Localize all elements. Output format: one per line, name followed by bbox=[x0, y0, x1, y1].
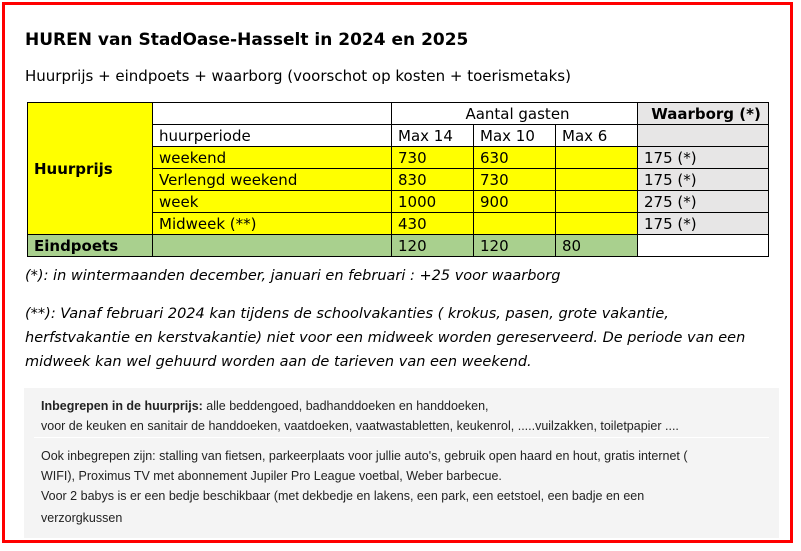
footnote-midweek bbox=[25, 302, 770, 374]
period-cell: Midweek (**) bbox=[153, 213, 392, 235]
footnote-midweek-line: (**): Vanaf februari 2024 kan tijdens de schoolvakanties ( krokus, pasen, grote vakantie, bbox=[25, 306, 669, 322]
included-heading: Inbegrepen in de huurprijs: bbox=[41, 399, 203, 413]
cleaning-deposit-empty bbox=[638, 235, 769, 257]
deposit-cell: 175 (*) bbox=[638, 169, 769, 191]
footnote-deposit: (*): in wintermaanden december, januari en februari : +25 voor waarborg bbox=[25, 268, 561, 284]
period-cell: Verlengd weekend bbox=[153, 169, 392, 191]
header-deposit: Waarborg (*) bbox=[638, 103, 769, 125]
included-line-6: verzorgkussen bbox=[41, 511, 123, 525]
period-cell: week bbox=[153, 191, 392, 213]
price-max10-cell bbox=[474, 213, 556, 235]
included-line-3: Ook inbegrepen zijn: stalling van fietsen, parkeerplaats voor jullie auto's, gebruik open haard en hout, gratis internet ( bbox=[41, 449, 688, 463]
page-subtitle: Huurprijs + eindpoets + waarborg (voorschot op kosten + toerismetaks) bbox=[25, 67, 571, 85]
price-max14-cell: 730 bbox=[392, 147, 474, 169]
cleaning-max14-cell: 120 bbox=[392, 235, 474, 257]
period-cell: weekend bbox=[153, 147, 392, 169]
page-title: HUREN van StadOase-Hasselt in 2024 en 2025 bbox=[25, 30, 469, 50]
footnote-midweek-line: midweek kan wel gehuurd worden aan de tarieven van een weekend. bbox=[25, 354, 532, 370]
cleaning-max6-cell: 80 bbox=[556, 235, 638, 257]
deposit-cell: 175 (*) bbox=[638, 147, 769, 169]
included-line-1 bbox=[41, 396, 489, 416]
price-max6-cell bbox=[556, 147, 638, 169]
row-group-label: Huurprijs bbox=[28, 103, 153, 235]
deposit-cell: 275 (*) bbox=[638, 191, 769, 213]
rates-table bbox=[27, 102, 769, 257]
footnote-midweek-line: herfstvakantie en kerstvakantie) niet voor een midweek worden gereserveerd. De periode van een bbox=[25, 330, 746, 346]
price-max6-cell bbox=[556, 191, 638, 213]
header-deposit-empty bbox=[638, 125, 769, 147]
cleaning-empty bbox=[153, 235, 392, 257]
price-max6-cell bbox=[556, 169, 638, 191]
included-line-4: WIFI), Proximus TV met abonnement Jupiler Pro League voetbal, Weber barbecue. bbox=[41, 469, 502, 483]
deposit-cell: 175 (*) bbox=[638, 213, 769, 235]
price-max14-cell: 830 bbox=[392, 169, 474, 191]
cleaning-label: Eindpoets bbox=[28, 235, 153, 257]
included-line-5: Voor 2 babys is er een bedje beschikbaar (met dekbedje en lakens, een park, een eetstoel, een badje en een bbox=[41, 489, 645, 503]
cleaning-max10-cell: 120 bbox=[474, 235, 556, 257]
price-max6-cell bbox=[556, 213, 638, 235]
header-guests: Aantal gasten bbox=[392, 103, 638, 125]
included-panel bbox=[24, 388, 779, 538]
header-empty bbox=[153, 103, 392, 125]
price-max10-cell: 900 bbox=[474, 191, 556, 213]
price-max10-cell: 630 bbox=[474, 147, 556, 169]
header-max10: Max 10 bbox=[474, 125, 556, 147]
header-max6: Max 6 bbox=[556, 125, 638, 147]
price-max14-cell: 1000 bbox=[392, 191, 474, 213]
price-max14-cell: 430 bbox=[392, 213, 474, 235]
header-period: huurperiode bbox=[153, 125, 392, 147]
included-line-2: voor de keuken en sanitair de handdoeken, vaatdoeken, vaatwastabletten, keukenrol, .....vuilzakken, toiletpapier .... bbox=[41, 419, 679, 433]
panel-divider bbox=[34, 437, 769, 438]
table-header-row-1 bbox=[28, 103, 769, 125]
cleaning-row bbox=[28, 235, 769, 257]
included-line-1-text: alle beddengoed, badhanddoeken en handdoeken, bbox=[202, 399, 489, 413]
header-max14: Max 14 bbox=[392, 125, 474, 147]
price-max10-cell: 730 bbox=[474, 169, 556, 191]
